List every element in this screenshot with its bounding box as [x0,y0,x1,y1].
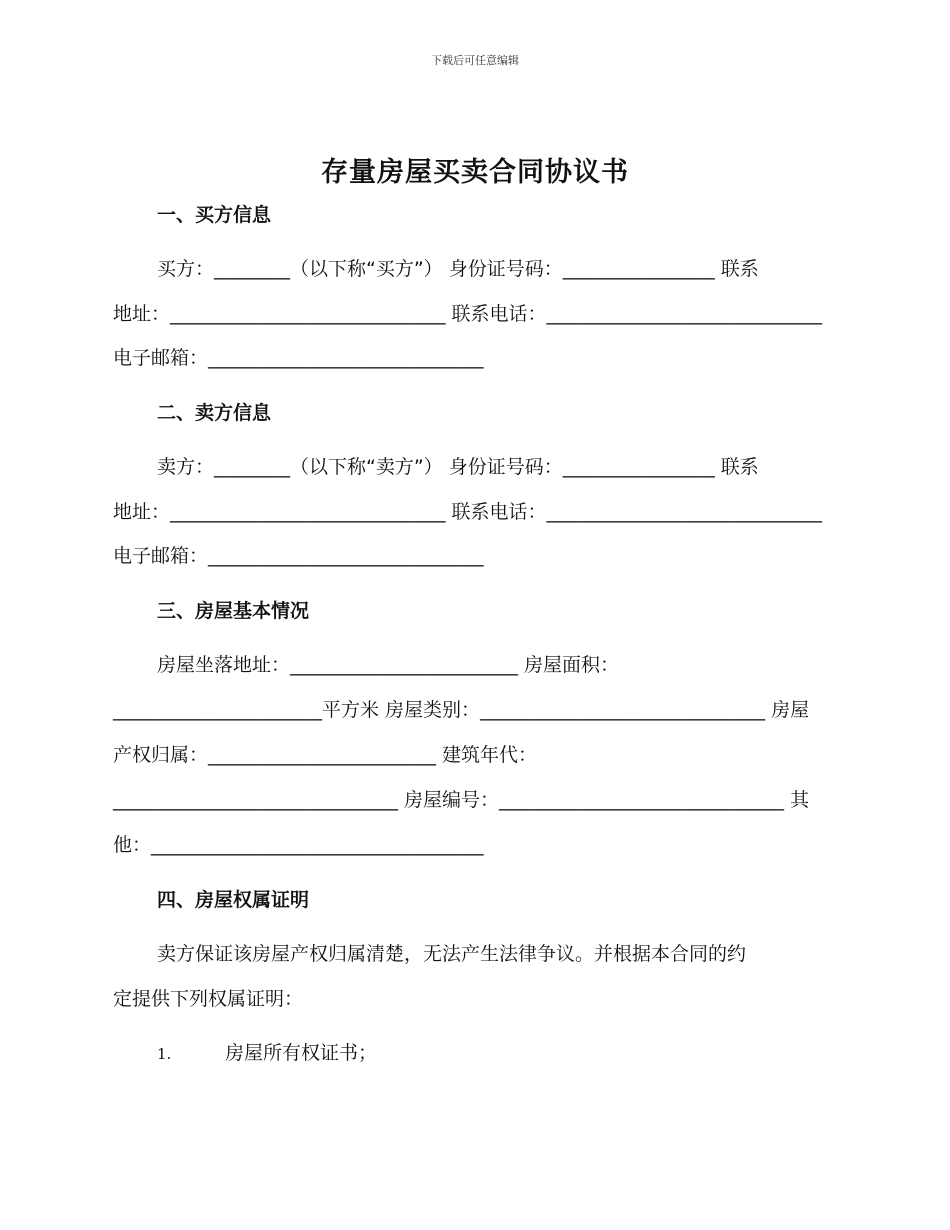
property-line-2: ______________________平方米 房屋类别：______________________________ 房屋 [113,699,810,721]
buyer-line-1: 买方：________（以下称“买方”） 身份证号码：________________ 联系 [157,258,759,280]
list-item-text: 房屋所有权证书； [225,1042,378,1064]
property-line-1: 房屋坐落地址：________________________ 房屋面积： [157,654,620,676]
list-item-number: 1. [157,1045,172,1063]
section-heading-ownership: 四、房屋权属证明 [157,889,310,911]
property-line-4: ______________________________ 房屋编号：______________________________ 其 [113,789,810,811]
ownership-line-2: 定提供下列权属证明： [113,988,304,1010]
property-line-3: 产权归属：________________________ 建筑年代： [113,744,538,766]
document-title: 存量房屋买卖合同协议书 [321,157,629,188]
seller-line-1: 卖方：________（以下称“卖方”） 身份证号码：________________ 联系 [157,456,759,478]
seller-line-2: 地址：_____________________________ 联系电话：_____________________________ [113,501,823,523]
buyer-line-3: 电子邮箱：_____________________________ [113,347,484,369]
property-line-5: 他：___________________________________ [113,834,484,856]
ownership-line-1: 卖方保证该房屋产权归属清楚，无法产生法律争议。并根据本合同的约 [157,943,747,965]
page-header-note: 下载后可任意编辑 [431,54,519,67]
section-heading-buyer: 一、买方信息 [157,204,272,226]
list-item [157,1038,377,1065]
section-heading-property: 三、房屋基本情况 [157,600,310,622]
section-heading-seller: 二、卖方信息 [157,402,272,424]
seller-line-3: 电子邮箱：_____________________________ [113,545,484,567]
buyer-line-2: 地址：_____________________________ 联系电话：_____________________________ [113,303,823,325]
